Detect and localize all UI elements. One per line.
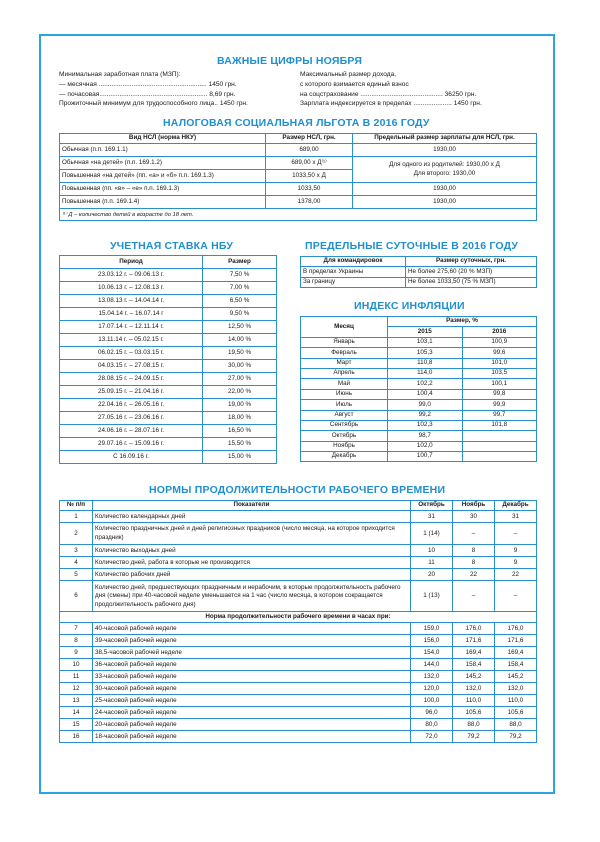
inflation-month: Июль bbox=[301, 400, 388, 410]
inflation-2015: 100,4 bbox=[388, 389, 463, 399]
rate-period: 25.09.15 г. – 21.04.16 г. bbox=[60, 386, 203, 399]
inflation-row bbox=[301, 452, 537, 462]
norms-december: 9 bbox=[495, 545, 537, 557]
norms-number: 5 bbox=[60, 569, 93, 581]
rate-period: 23.03.12 г. – 09.06.13 г. bbox=[60, 269, 203, 282]
norms-indicator: 25-часовой рабочей неделе bbox=[93, 695, 411, 707]
norms-november: 8 bbox=[453, 557, 495, 569]
norms-subheader: Норма продолжительности рабочего времени в часах при: bbox=[60, 612, 537, 623]
norms-number: 4 bbox=[60, 557, 93, 569]
rate-period: 27.05.16 г. – 23.06.16 г. bbox=[60, 412, 203, 425]
important-right-line: Максимальный размер дохода, bbox=[300, 71, 397, 78]
inflation-2015: 105,3 bbox=[388, 348, 463, 358]
nsl-header: Размер НСЛ, грн. bbox=[266, 134, 353, 144]
norms-december: 79,2 bbox=[495, 731, 537, 743]
norms-indicator: Количество календарных дней bbox=[93, 511, 411, 523]
norms-row bbox=[60, 557, 537, 569]
norms-body bbox=[60, 511, 537, 612]
norms-december: – bbox=[495, 523, 537, 545]
norms-december: 145,2 bbox=[495, 671, 537, 683]
rate-period: 15.04.14 г. – 16.07.14 г bbox=[60, 308, 203, 321]
nsl-limit-line: Для одного из родителей: 1930,00 х Д bbox=[389, 161, 500, 169]
rate-period: 13.11.14 г. – 05.02.15 г. bbox=[60, 334, 203, 347]
title-nsl: НАЛОГОВАЯ СОЦИАЛЬНАЯ ЛЬГОТА В 2016 ГОДУ bbox=[163, 117, 430, 129]
inflation-2015: 102,2 bbox=[388, 379, 463, 389]
rate-value: 15,50 % bbox=[203, 438, 277, 451]
rate-period: 13.08.13 г. – 14.04.14 г. bbox=[60, 295, 203, 308]
rate-row bbox=[60, 269, 277, 282]
norms-header: Октябрь bbox=[411, 501, 453, 511]
inflation-row bbox=[301, 400, 537, 410]
nsl-header: Вид НСЛ (норма НКУ) bbox=[60, 134, 266, 144]
inflation-2016: 103,5 bbox=[462, 368, 537, 378]
nsl-note-row bbox=[60, 209, 537, 221]
nsl-limit: 1930,00 bbox=[353, 183, 537, 196]
nsl-size: 1033,50 х Д bbox=[266, 170, 353, 183]
norms-body bbox=[60, 623, 537, 743]
inflation-2015: 99,0 bbox=[388, 400, 463, 410]
important-right bbox=[300, 70, 482, 109]
inflation-row bbox=[301, 431, 537, 441]
norms-december: 158,4 bbox=[495, 659, 537, 671]
rate-value: 19,50 % bbox=[203, 347, 277, 360]
daily-cell: В пределах Украины bbox=[301, 267, 406, 277]
rate-period: 06.02.15 г. – 03.03.15 г. bbox=[60, 347, 203, 360]
daily-cell: За границу bbox=[301, 277, 406, 287]
inflation-2015: 103,1 bbox=[388, 337, 463, 347]
inflation-month: Декабрь bbox=[301, 452, 388, 462]
norms-december: 9 bbox=[495, 557, 537, 569]
norms-october: 20 bbox=[411, 569, 453, 581]
inflation-month: Март bbox=[301, 358, 388, 368]
norms-october: 154,0 bbox=[411, 647, 453, 659]
norms-november: – bbox=[453, 581, 495, 612]
norms-number: 9 bbox=[60, 647, 93, 659]
daily-table bbox=[300, 256, 537, 288]
inflation-month: Январь bbox=[301, 337, 388, 347]
norms-indicator: 40-часовой рабочей неделе bbox=[93, 623, 411, 635]
norms-indicator: 30-часовой рабочей неделе bbox=[93, 683, 411, 695]
rate-row bbox=[60, 412, 277, 425]
rate-period: 10.06.13 г. – 12.08.13 г. bbox=[60, 282, 203, 295]
norms-october: 159,0 bbox=[411, 623, 453, 635]
title-important: ВАЖНЫЕ ЦИФРЫ НОЯБРЯ bbox=[217, 55, 363, 67]
inflation-2016 bbox=[462, 441, 537, 451]
norms-indicator: 33-часовой рабочей неделе bbox=[93, 671, 411, 683]
norms-november: 22 bbox=[453, 569, 495, 581]
norms-number: 10 bbox=[60, 659, 93, 671]
nsl-name: Обычная «на детей» (п.п. 169.1.2) bbox=[60, 157, 266, 170]
rate-value: 6,50 % bbox=[203, 295, 277, 308]
norms-october: 132,0 bbox=[411, 671, 453, 683]
norms-october: 100,0 bbox=[411, 695, 453, 707]
norms-october: 156,0 bbox=[411, 635, 453, 647]
norms-november: 158,4 bbox=[453, 659, 495, 671]
rate-period: 28.08.15 г. – 24.09.15 г. bbox=[60, 373, 203, 386]
norms-header: Показатели bbox=[93, 501, 411, 511]
inflation-2015: 114,0 bbox=[388, 368, 463, 378]
norms-header: Ноябрь bbox=[453, 501, 495, 511]
title-norms: НОРМЫ ПРОДОЛЖИТЕЛЬНОСТИ РАБОЧЕГО ВРЕМЕНИ bbox=[149, 484, 446, 496]
norms-row bbox=[60, 511, 537, 523]
nsl-limit: 1930,00 bbox=[353, 196, 537, 209]
inflation-table bbox=[300, 316, 537, 462]
norms-december: 88,0 bbox=[495, 719, 537, 731]
rate-row bbox=[60, 451, 277, 464]
norms-october: 120,0 bbox=[411, 683, 453, 695]
norms-november: 30 bbox=[453, 511, 495, 523]
nsl-name: Повышенная «на детей» (пп. «а» и «б» п.п. 169.1.3) bbox=[60, 170, 266, 183]
rate-row bbox=[60, 386, 277, 399]
title-daily: ПРЕДЕЛЬНЫЕ СУТОЧНЫЕ В 2016 ГОДУ bbox=[305, 240, 519, 252]
norms-november: 110,0 bbox=[453, 695, 495, 707]
rate-header-row bbox=[60, 256, 277, 269]
inflation-header-row bbox=[301, 317, 537, 327]
daily-header: Размер суточных, грн. bbox=[406, 257, 537, 267]
nsl-row bbox=[60, 183, 537, 196]
norms-indicator: 39-часовой рабочей неделе bbox=[93, 635, 411, 647]
nsl-limit-merged bbox=[353, 157, 537, 183]
norms-row bbox=[60, 731, 537, 743]
norms-header: Декабрь bbox=[495, 501, 537, 511]
inflation-month: Февраль bbox=[301, 348, 388, 358]
rate-value: 16,50 % bbox=[203, 425, 277, 438]
rate-value: 14,00 % bbox=[203, 334, 277, 347]
rate-row bbox=[60, 399, 277, 412]
nsl-note: ⁽¹⁾ Д – количество детей в возрасте до 18 лет. bbox=[60, 209, 537, 221]
inflation-2016: 100,1 bbox=[462, 379, 537, 389]
norms-indicator: Количество выходных дней bbox=[93, 545, 411, 557]
rate-period: 17.07.14 г. – 12.11.14 г. bbox=[60, 321, 203, 334]
rate-period: 22.04.16 г. – 26.05.16 г. bbox=[60, 399, 203, 412]
norms-header-row bbox=[60, 501, 537, 511]
norms-october: 31 bbox=[411, 511, 453, 523]
nsl-size: 1378,00 bbox=[266, 196, 353, 209]
rate-value: 18,00 % bbox=[203, 412, 277, 425]
inflation-2016 bbox=[462, 452, 537, 462]
rate-value: 7,50 % bbox=[203, 269, 277, 282]
norms-indicator: 36-часовой рабочей неделе bbox=[93, 659, 411, 671]
rate-row bbox=[60, 282, 277, 295]
inflation-header-year: 2015 bbox=[388, 327, 463, 337]
norms-november: 171,6 bbox=[453, 635, 495, 647]
inflation-2015: 98,7 bbox=[388, 431, 463, 441]
inflation-month: Ноябрь bbox=[301, 441, 388, 451]
norms-number: 3 bbox=[60, 545, 93, 557]
norms-december: 105,6 bbox=[495, 707, 537, 719]
rate-header: Размер bbox=[203, 256, 277, 269]
inflation-body bbox=[301, 337, 537, 462]
norms-row bbox=[60, 623, 537, 635]
norms-row bbox=[60, 581, 537, 612]
title-rate: УЧЕТНАЯ СТАВКА НБУ bbox=[110, 240, 234, 252]
norms-number: 16 bbox=[60, 731, 93, 743]
rate-value: 19,00 % bbox=[203, 399, 277, 412]
rate-value: 9,50 % bbox=[203, 308, 277, 321]
inflation-2016 bbox=[462, 431, 537, 441]
rate-value: 12,50 % bbox=[203, 321, 277, 334]
important-left-line: Минимальная заработная плата (МЗП): bbox=[59, 71, 181, 78]
norms-row bbox=[60, 523, 537, 545]
norms-number: 15 bbox=[60, 719, 93, 731]
norms-header: № п/п bbox=[60, 501, 93, 511]
norms-november: 8 bbox=[453, 545, 495, 557]
rate-period: 29.07.16 г. – 15.09.16 г. bbox=[60, 438, 203, 451]
inflation-row bbox=[301, 368, 537, 378]
norms-november: 145,2 bbox=[453, 671, 495, 683]
norms-table bbox=[59, 500, 537, 743]
norms-indicator: 38,5-часовой рабочей неделе bbox=[93, 647, 411, 659]
nsl-header-row bbox=[60, 134, 537, 144]
inflation-month: Апрель bbox=[301, 368, 388, 378]
norms-indicator: Количество дней, предшествующих праздничным и нерабочим, в которые продолжительность рабочего дня (смены) при 40-часовой неделе уменьшается на 1 час (число месяца, в котором сокращается продолжительность рабочего дня) bbox=[93, 581, 411, 612]
norms-indicator: Количество праздничных дней и дней религиозных праздников (число месяца, на которое приходится праздник) bbox=[93, 523, 411, 545]
norms-november: 79,2 bbox=[453, 731, 495, 743]
norms-row bbox=[60, 659, 537, 671]
norms-november: 176,0 bbox=[453, 623, 495, 635]
daily-cell: Не более 275,60 (20 % МЗП) bbox=[406, 267, 537, 277]
norms-number: 2 bbox=[60, 523, 93, 545]
norms-row bbox=[60, 635, 537, 647]
inflation-2016: 101,8 bbox=[462, 420, 537, 430]
title-inflation: ИНДЕКС ИНФЛЯЦИИ bbox=[354, 300, 465, 312]
important-left bbox=[59, 70, 248, 109]
daily-header: Для командировок bbox=[301, 257, 406, 267]
inflation-row bbox=[301, 358, 537, 368]
rate-body bbox=[60, 269, 277, 464]
inflation-2016: 100,9 bbox=[462, 337, 537, 347]
norms-indicator: Количество дней, работа в которые не производится bbox=[93, 557, 411, 569]
rate-value: 7,00 % bbox=[203, 282, 277, 295]
norms-row bbox=[60, 671, 537, 683]
norms-december: 171,6 bbox=[495, 635, 537, 647]
inflation-month: Сентябрь bbox=[301, 420, 388, 430]
norms-subheader-row bbox=[60, 612, 537, 623]
norms-december: 110,0 bbox=[495, 695, 537, 707]
rate-row bbox=[60, 347, 277, 360]
rate-value: 22,00 % bbox=[203, 386, 277, 399]
important-right-line: на соцстрахование ............................................. 36250 грн. bbox=[300, 90, 477, 98]
inflation-2016: 101,0 bbox=[462, 358, 537, 368]
inflation-month: Август bbox=[301, 410, 388, 420]
rate-row bbox=[60, 373, 277, 386]
norms-number: 1 bbox=[60, 511, 93, 523]
nsl-name: Повышенная (п.п. 169.1.4) bbox=[60, 196, 266, 209]
important-right-line: Зарплата индексируется в пределах ..................... 1450 грн. bbox=[300, 100, 482, 108]
important-right-line: с которого взимается единый взнос bbox=[300, 80, 409, 88]
inflation-month: Май bbox=[301, 379, 388, 389]
rate-table bbox=[59, 255, 277, 464]
norms-october: 80,0 bbox=[411, 719, 453, 731]
norms-number: 12 bbox=[60, 683, 93, 695]
norms-december: 132,0 bbox=[495, 683, 537, 695]
rate-header: Период bbox=[60, 256, 203, 269]
norms-number: 11 bbox=[60, 671, 93, 683]
rate-value: 15,00 % bbox=[203, 451, 277, 464]
norms-december: 22 bbox=[495, 569, 537, 581]
norms-october: 1 (13) bbox=[411, 581, 453, 612]
rate-row bbox=[60, 334, 277, 347]
nsl-limit: 1930,00 bbox=[353, 144, 537, 157]
norms-november: – bbox=[453, 523, 495, 545]
nsl-header: Предельный размер зарплаты для НСЛ, грн. bbox=[353, 134, 537, 144]
important-left-line: — месячная ........................................................... 1450 грн. bbox=[59, 80, 237, 88]
inflation-2016: 99,8 bbox=[462, 389, 537, 399]
important-left-line: — почасовая........................................................... 8,69 грн. bbox=[59, 90, 236, 98]
nsl-row bbox=[60, 157, 537, 170]
rate-period: 24.06.16 г. – 28.07.16 г. bbox=[60, 425, 203, 438]
norms-row bbox=[60, 719, 537, 731]
nsl-table bbox=[59, 133, 537, 221]
norms-indicator: 18-часовой рабочей неделе bbox=[93, 731, 411, 743]
nsl-size: 1033,50 bbox=[266, 183, 353, 196]
norms-november: 105,6 bbox=[453, 707, 495, 719]
rate-row bbox=[60, 295, 277, 308]
norms-november: 132,0 bbox=[453, 683, 495, 695]
inflation-header-year: 2016 bbox=[462, 327, 537, 337]
norms-december: 169,4 bbox=[495, 647, 537, 659]
important-left-line: Прожиточный минимум для трудоспособного лица.. 1450 грн. bbox=[59, 100, 248, 108]
norms-number: 14 bbox=[60, 707, 93, 719]
norms-december: 31 bbox=[495, 511, 537, 523]
inflation-2015: 102,3 bbox=[388, 420, 463, 430]
inflation-2015: 99,2 bbox=[388, 410, 463, 420]
rate-period: С 16.09.16 г. bbox=[60, 451, 203, 464]
norms-november: 169,4 bbox=[453, 647, 495, 659]
rate-value: 30,00 % bbox=[203, 360, 277, 373]
inflation-row bbox=[301, 389, 537, 399]
nsl-row bbox=[60, 144, 537, 157]
norms-number: 13 bbox=[60, 695, 93, 707]
inflation-row bbox=[301, 348, 537, 358]
inflation-2016: 99,9 bbox=[462, 400, 537, 410]
norms-indicator: Количество рабочих дней bbox=[93, 569, 411, 581]
inflation-2015: 100,7 bbox=[388, 452, 463, 462]
norms-indicator: 20-часовой рабочей неделе bbox=[93, 719, 411, 731]
nsl-size: 689,00 bbox=[266, 144, 353, 157]
inflation-row bbox=[301, 420, 537, 430]
norms-row bbox=[60, 647, 537, 659]
norms-october: 96,0 bbox=[411, 707, 453, 719]
inflation-header-month: Месяц bbox=[301, 317, 388, 338]
nsl-row bbox=[60, 196, 537, 209]
inflation-header-size: Размер, % bbox=[388, 317, 537, 327]
norms-october: 144,0 bbox=[411, 659, 453, 671]
nsl-size: 689,00 х Д⁽¹⁾ bbox=[266, 157, 353, 170]
nsl-name: Обычная (п.п. 169.1.1) bbox=[60, 144, 266, 157]
norms-october: 1 (14) bbox=[411, 523, 453, 545]
norms-october: 72,0 bbox=[411, 731, 453, 743]
norms-december: – bbox=[495, 581, 537, 612]
daily-row bbox=[301, 267, 537, 277]
norms-october: 10 bbox=[411, 545, 453, 557]
norms-number: 7 bbox=[60, 623, 93, 635]
inflation-row bbox=[301, 441, 537, 451]
norms-number: 6 bbox=[60, 581, 93, 612]
daily-cell: Не более 1033,50 (75 % МЗП) bbox=[406, 277, 537, 287]
rate-row bbox=[60, 360, 277, 373]
rate-period: 04.03.15 г. – 27.08.15 г. bbox=[60, 360, 203, 373]
norms-row bbox=[60, 707, 537, 719]
norms-november: 88,0 bbox=[453, 719, 495, 731]
norms-number: 8 bbox=[60, 635, 93, 647]
norms-row bbox=[60, 695, 537, 707]
inflation-month: Июнь bbox=[301, 389, 388, 399]
rate-row bbox=[60, 438, 277, 451]
norms-indicator: 24-часовой рабочей неделе bbox=[93, 707, 411, 719]
inflation-2016: 99,6 bbox=[462, 348, 537, 358]
nsl-name: Повышенная (пп. «в» – «е» п.п. 169.1.3) bbox=[60, 183, 266, 196]
inflation-2016: 99,7 bbox=[462, 410, 537, 420]
daily-row bbox=[301, 277, 537, 287]
norms-december: 176,0 bbox=[495, 623, 537, 635]
inflation-2015: 102,0 bbox=[388, 441, 463, 451]
rate-row bbox=[60, 321, 277, 334]
nsl-limit-line: Для второго: 1930,00 bbox=[413, 169, 476, 177]
rate-row bbox=[60, 308, 277, 321]
norms-row bbox=[60, 569, 537, 581]
norms-row bbox=[60, 545, 537, 557]
inflation-row bbox=[301, 337, 537, 347]
rate-row bbox=[60, 425, 277, 438]
daily-header-row bbox=[301, 257, 537, 267]
inflation-2015: 110,8 bbox=[388, 358, 463, 368]
norms-row bbox=[60, 683, 537, 695]
inflation-row bbox=[301, 410, 537, 420]
inflation-row bbox=[301, 379, 537, 389]
rate-value: 27,00 % bbox=[203, 373, 277, 386]
inflation-month: Октябрь bbox=[301, 431, 388, 441]
norms-october: 11 bbox=[411, 557, 453, 569]
